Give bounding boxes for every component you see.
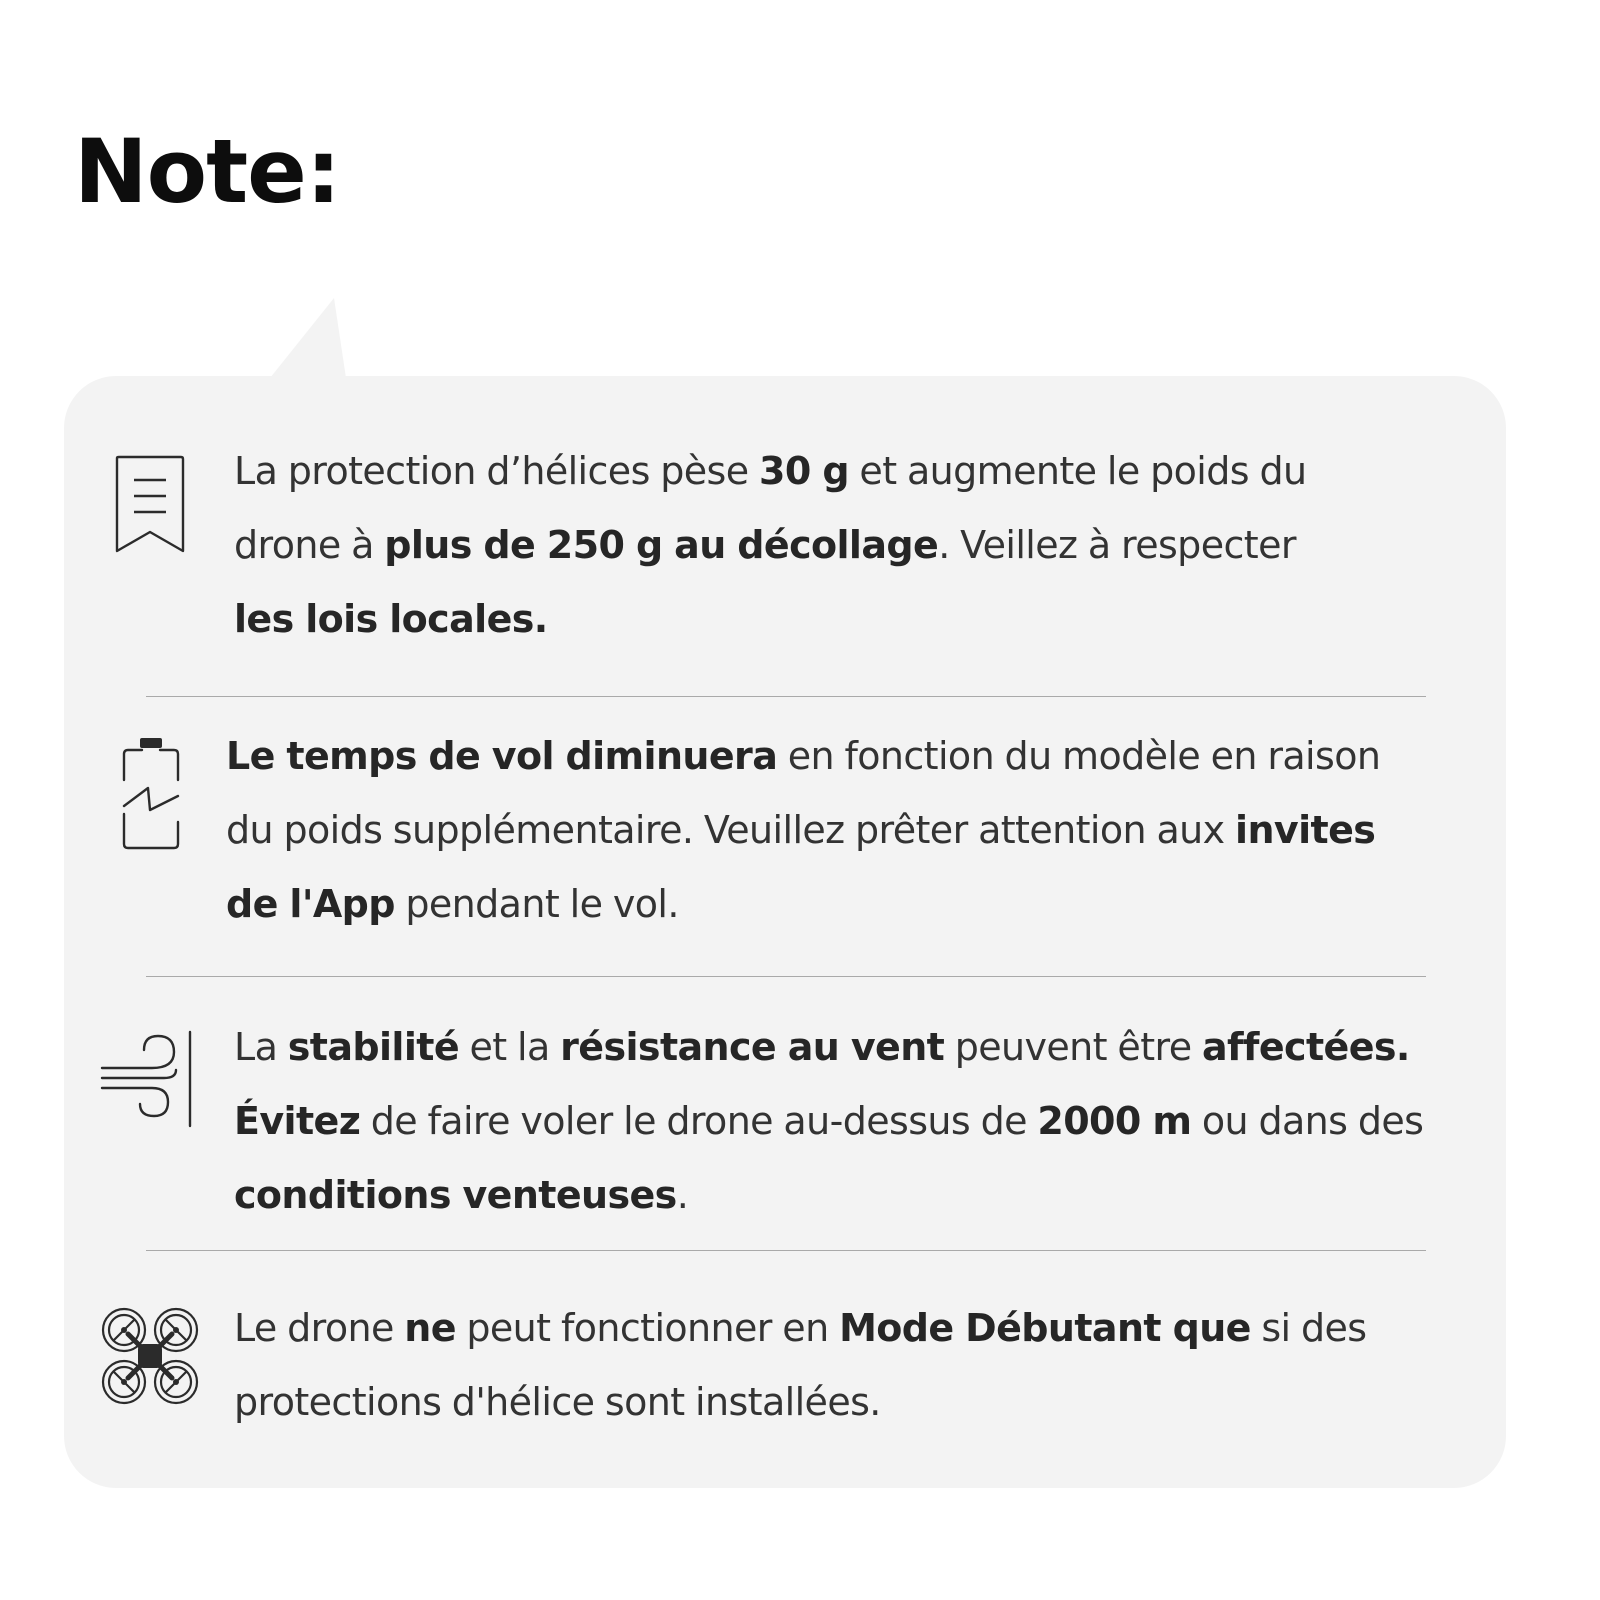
bold-text: invites de l'App xyxy=(226,808,1376,926)
note-text xyxy=(234,434,1354,656)
text-segment: en fonction du modèle en raison du poids supplémentaire. Veuillez prêter attention aux xyxy=(226,734,1381,852)
bold-text: 2000 m xyxy=(1037,1099,1192,1143)
text-segment: Le drone xyxy=(234,1306,405,1350)
text-segment: peut fonctionner en xyxy=(455,1306,840,1350)
note-text xyxy=(226,719,1426,941)
speech-bubble-tail xyxy=(270,298,360,388)
bold-text: conditions venteuses xyxy=(234,1173,677,1217)
receipt-icon xyxy=(114,454,186,558)
divider xyxy=(146,976,1426,977)
bold-text: plus de 250 g au décollage xyxy=(384,523,939,567)
text-segment: . xyxy=(676,1173,689,1217)
divider xyxy=(146,1250,1426,1251)
note-text xyxy=(234,1291,1434,1439)
bold-text: Le temps de vol diminuera xyxy=(226,734,778,778)
text-segment: ou dans des xyxy=(1191,1099,1424,1143)
notes-card xyxy=(64,376,1506,1488)
text-segment: La protection d’hélices pèse xyxy=(234,449,760,493)
text-segment: pendant le vol. xyxy=(394,882,679,926)
bold-text: Évitez xyxy=(234,1099,361,1143)
bold-text: affectées. xyxy=(1201,1025,1410,1069)
bold-text: stabilité xyxy=(287,1025,459,1069)
text-segment: si des protections d'hélice sont installées. xyxy=(234,1306,1367,1424)
drone-icon xyxy=(100,1306,200,1410)
text-segment: et la xyxy=(459,1025,561,1069)
text-segment: . Veillez à respecter xyxy=(938,523,1296,567)
bold-text: les lois locales. xyxy=(234,597,548,641)
bold-text: 30 g xyxy=(759,449,849,493)
text-segment: La xyxy=(234,1025,288,1069)
battery-icon xyxy=(120,736,182,856)
bold-text: Mode Débutant que xyxy=(839,1306,1251,1350)
bold-text: résistance au vent xyxy=(560,1025,945,1069)
page-title: Note: xyxy=(74,120,341,223)
note-text xyxy=(234,1010,1464,1232)
text-segment: peuvent être xyxy=(944,1025,1202,1069)
wind-icon xyxy=(100,1030,196,1134)
bold-text: ne xyxy=(404,1306,456,1350)
divider xyxy=(146,696,1426,697)
text-segment: et augmente le poids du drone à xyxy=(234,449,1307,567)
text-segment: de faire voler le drone au-dessus de xyxy=(360,1099,1038,1143)
